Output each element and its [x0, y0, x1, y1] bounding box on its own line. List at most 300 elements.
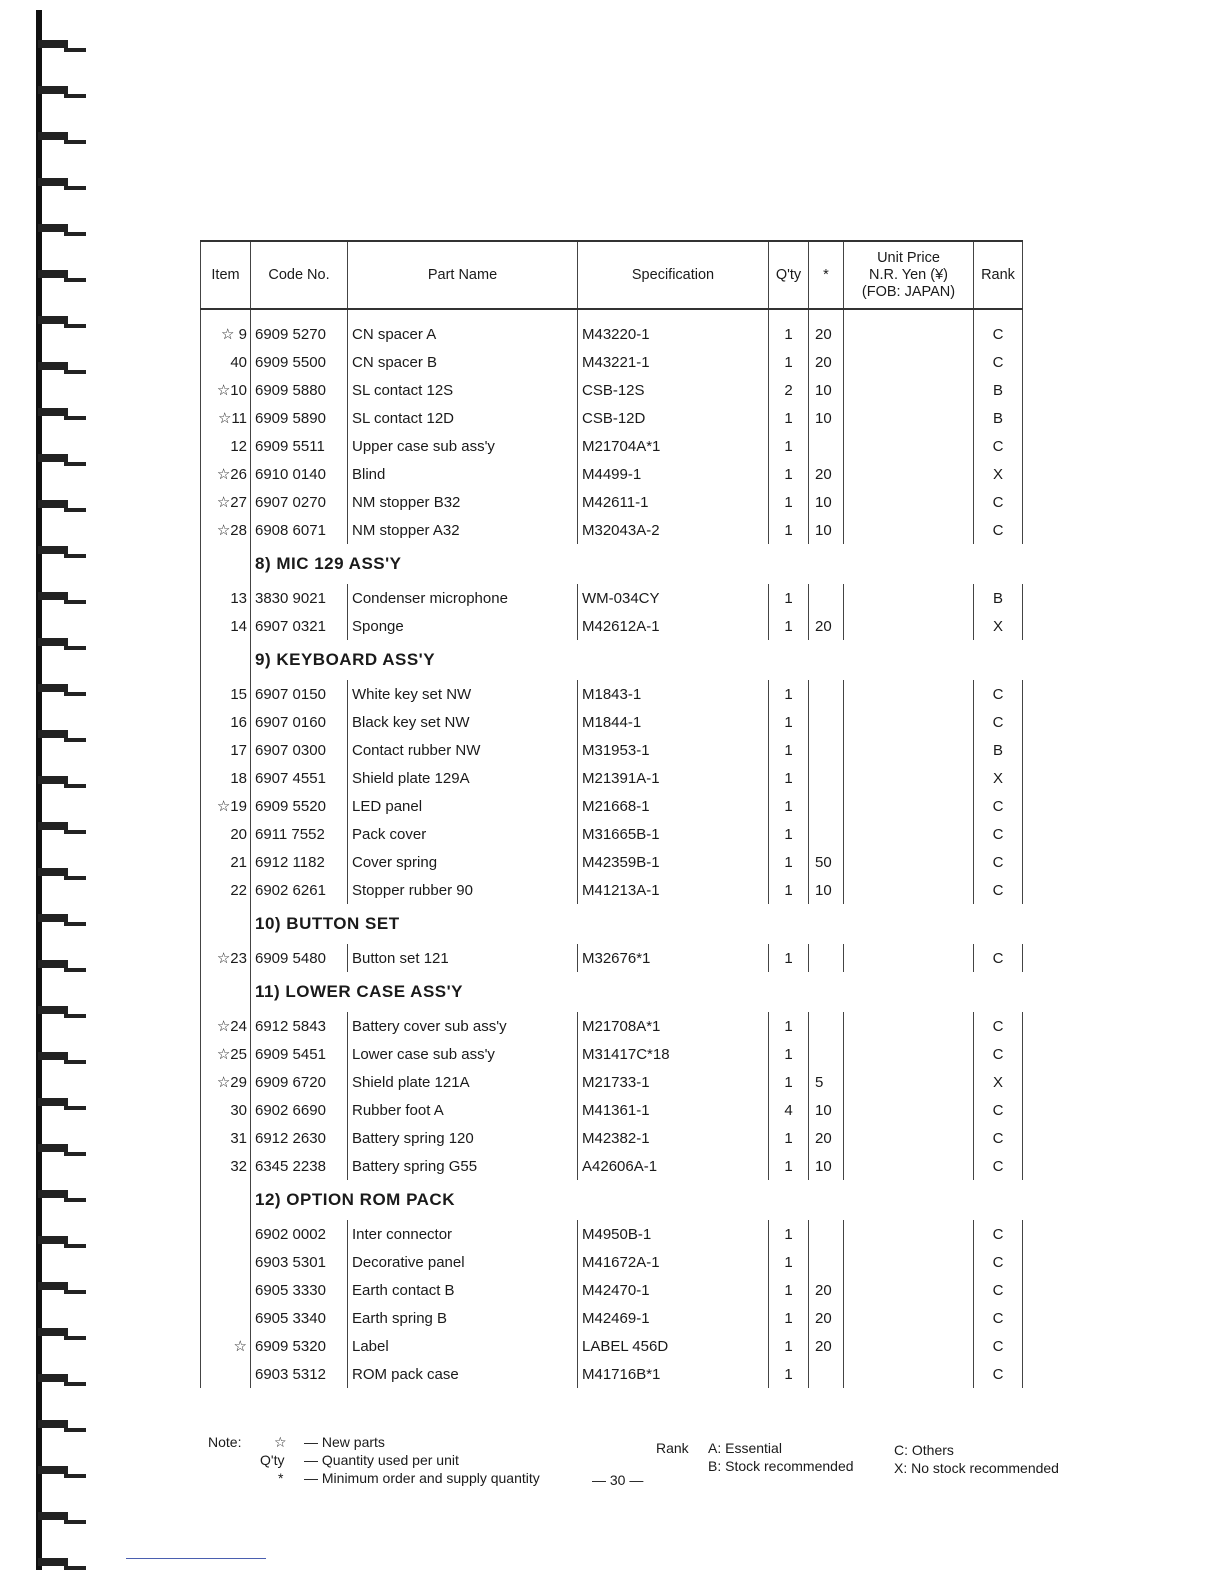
- part-name: Shield plate 121A: [348, 1068, 578, 1096]
- part-name: Earth spring B: [348, 1304, 578, 1332]
- part-spec: M31953-1: [578, 736, 769, 764]
- part-unit-price: [844, 612, 974, 640]
- table-row: [201, 736, 1023, 764]
- part-code: 6912 5843: [251, 1012, 348, 1040]
- part-qty: 1: [769, 1068, 809, 1096]
- table-row: [201, 376, 1023, 404]
- table-row: [201, 584, 1023, 612]
- table-row: [201, 764, 1023, 792]
- part-name: Battery spring 120: [348, 1124, 578, 1152]
- part-code: 6909 5270: [251, 320, 348, 348]
- part-min-order: 10: [809, 516, 844, 544]
- table-body: [201, 309, 1023, 1388]
- part-min-order: 20: [809, 460, 844, 488]
- table-row: [201, 348, 1023, 376]
- part-min-order: [809, 1040, 844, 1068]
- table-row: [201, 1012, 1023, 1040]
- part-code: 6907 4551: [251, 764, 348, 792]
- part-item: 12: [201, 432, 251, 460]
- part-name: Label: [348, 1332, 578, 1360]
- part-min-order: 10: [809, 488, 844, 516]
- part-spec: M43220-1: [578, 320, 769, 348]
- part-spec: M21704A*1: [578, 432, 769, 460]
- part-item: 22: [201, 876, 251, 904]
- part-name: SL contact 12D: [348, 404, 578, 432]
- part-name: Blind: [348, 460, 578, 488]
- part-unit-price: [844, 320, 974, 348]
- part-min-order: 20: [809, 1276, 844, 1304]
- part-name: Battery cover sub ass'y: [348, 1012, 578, 1040]
- new-parts-star-icon: ☆: [274, 1434, 287, 1450]
- part-rank: C: [974, 820, 1023, 848]
- part-code: 6902 6690: [251, 1096, 348, 1124]
- part-qty: 1: [769, 432, 809, 460]
- part-spec: M41213A-1: [578, 876, 769, 904]
- part-min-order: [809, 736, 844, 764]
- page-number: — 30 —: [592, 1472, 644, 1488]
- part-qty: 1: [769, 792, 809, 820]
- part-min-order: 20: [809, 348, 844, 376]
- header-price-line2: N.R. Yen (¥): [869, 266, 948, 283]
- part-qty: 1: [769, 460, 809, 488]
- part-unit-price: [844, 516, 974, 544]
- part-unit-price: [844, 432, 974, 460]
- part-spec: M42612A-1: [578, 612, 769, 640]
- part-item: ☆11: [201, 404, 251, 432]
- part-unit-price: [844, 1124, 974, 1152]
- part-item: 40: [201, 348, 251, 376]
- part-item: ☆24: [201, 1012, 251, 1040]
- part-unit-price: [844, 460, 974, 488]
- part-rank: B: [974, 404, 1023, 432]
- part-code: 6905 3340: [251, 1304, 348, 1332]
- part-name: NM stopper A32: [348, 516, 578, 544]
- part-item: 32: [201, 1152, 251, 1180]
- part-spec: M42469-1: [578, 1304, 769, 1332]
- spacer-row: [201, 309, 1023, 320]
- table-row: [201, 320, 1023, 348]
- part-min-order: 20: [809, 612, 844, 640]
- table-row: [201, 876, 1023, 904]
- part-item: 31: [201, 1124, 251, 1152]
- part-qty: 1: [769, 1248, 809, 1276]
- table-row: [201, 1332, 1023, 1360]
- part-item: ☆25: [201, 1040, 251, 1068]
- table-row: [201, 1152, 1023, 1180]
- part-name: Contact rubber NW: [348, 736, 578, 764]
- table-row: [201, 1360, 1023, 1388]
- part-code: 6903 5312: [251, 1360, 348, 1388]
- part-rank: C: [974, 348, 1023, 376]
- spiral-binding-icon: [30, 10, 90, 1570]
- note-new-parts: — New parts: [304, 1434, 385, 1450]
- part-qty: 1: [769, 708, 809, 736]
- part-qty: 1: [769, 1040, 809, 1068]
- part-code: 6910 0140: [251, 460, 348, 488]
- part-unit-price: [844, 1012, 974, 1040]
- part-item: ☆26: [201, 460, 251, 488]
- part-code: 6907 0160: [251, 708, 348, 736]
- section-item-cell: [201, 972, 251, 1012]
- part-code: 6903 5301: [251, 1248, 348, 1276]
- part-rank: B: [974, 584, 1023, 612]
- part-rank: X: [974, 612, 1023, 640]
- table-row: [201, 680, 1023, 708]
- part-qty: 1: [769, 1276, 809, 1304]
- part-spec: M41361-1: [578, 1096, 769, 1124]
- part-rank: C: [974, 432, 1023, 460]
- header-unit-price: [844, 241, 974, 309]
- part-item: 20: [201, 820, 251, 848]
- header-price-line3: (FOB: JAPAN): [861, 283, 956, 300]
- part-rank: C: [974, 516, 1023, 544]
- table-row: [201, 1304, 1023, 1332]
- part-spec: CSB-12S: [578, 376, 769, 404]
- part-spec: WM-034CY: [578, 584, 769, 612]
- section-blank: [769, 544, 1023, 584]
- part-name: Condenser microphone: [348, 584, 578, 612]
- part-spec: M32043A-2: [578, 516, 769, 544]
- part-rank: C: [974, 1304, 1023, 1332]
- part-item: 30: [201, 1096, 251, 1124]
- part-code: 6909 5480: [251, 944, 348, 972]
- part-code: 6912 1182: [251, 848, 348, 876]
- section-row: [201, 972, 1023, 1012]
- table-row: [201, 1068, 1023, 1096]
- part-item: 15: [201, 680, 251, 708]
- part-qty: 1: [769, 1220, 809, 1248]
- part-min-order: 10: [809, 376, 844, 404]
- part-code: 6907 0321: [251, 612, 348, 640]
- table-row: [201, 820, 1023, 848]
- part-qty: 1: [769, 1304, 809, 1332]
- part-unit-price: [844, 876, 974, 904]
- part-qty: 1: [769, 1360, 809, 1388]
- part-name: Battery spring G55: [348, 1152, 578, 1180]
- part-code: 6908 6071: [251, 516, 348, 544]
- table-row: [201, 1248, 1023, 1276]
- part-spec: M1844-1: [578, 708, 769, 736]
- part-min-order: 20: [809, 320, 844, 348]
- part-unit-price: [844, 680, 974, 708]
- part-rank: C: [974, 708, 1023, 736]
- part-code: 3830 9021: [251, 584, 348, 612]
- part-name: White key set NW: [348, 680, 578, 708]
- part-rank: B: [974, 736, 1023, 764]
- table-row: [201, 792, 1023, 820]
- part-min-order: [809, 1012, 844, 1040]
- part-qty: 1: [769, 764, 809, 792]
- part-spec: CSB-12D: [578, 404, 769, 432]
- rank-x: X: No stock recommended: [894, 1460, 1059, 1476]
- part-qty: 2: [769, 376, 809, 404]
- part-code: 6907 0150: [251, 680, 348, 708]
- part-spec: M21708A*1: [578, 1012, 769, 1040]
- table-row: [201, 944, 1023, 972]
- part-spec: M21733-1: [578, 1068, 769, 1096]
- part-spec: M4499-1: [578, 460, 769, 488]
- part-min-order: 10: [809, 1096, 844, 1124]
- part-unit-price: [844, 1304, 974, 1332]
- part-spec: M41672A-1: [578, 1248, 769, 1276]
- table-row: [201, 1040, 1023, 1068]
- part-qty: 1: [769, 488, 809, 516]
- part-item: [201, 1220, 251, 1248]
- section-title: 8) MIC 129 ASS'Y: [251, 544, 769, 584]
- part-unit-price: [844, 1248, 974, 1276]
- part-code: 6912 2630: [251, 1124, 348, 1152]
- table-row: [201, 708, 1023, 736]
- part-rank: C: [974, 1124, 1023, 1152]
- part-qty: 1: [769, 680, 809, 708]
- part-min-order: 20: [809, 1332, 844, 1360]
- part-spec: M42470-1: [578, 1276, 769, 1304]
- part-code: 6909 6720: [251, 1068, 348, 1096]
- part-qty: 1: [769, 820, 809, 848]
- part-rank: C: [974, 848, 1023, 876]
- part-item: ☆28: [201, 516, 251, 544]
- section-title: 10) BUTTON SET: [251, 904, 769, 944]
- section-title: 11) LOWER CASE ASS'Y: [251, 972, 769, 1012]
- part-item: [201, 1248, 251, 1276]
- part-item: 16: [201, 708, 251, 736]
- part-spec: A42606A-1: [578, 1152, 769, 1180]
- part-name: Inter connector: [348, 1220, 578, 1248]
- part-name: LED panel: [348, 792, 578, 820]
- part-qty: 1: [769, 876, 809, 904]
- part-spec: M31417C*18: [578, 1040, 769, 1068]
- part-min-order: 10: [809, 404, 844, 432]
- part-spec: M42611-1: [578, 488, 769, 516]
- part-spec: M21391A-1: [578, 764, 769, 792]
- part-min-order: 50: [809, 848, 844, 876]
- part-code: 6909 5880: [251, 376, 348, 404]
- part-min-order: 20: [809, 1124, 844, 1152]
- part-item: ☆ 9: [201, 320, 251, 348]
- part-qty: 1: [769, 1152, 809, 1180]
- part-unit-price: [844, 1332, 974, 1360]
- part-rank: C: [974, 944, 1023, 972]
- header-specification: Specification: [578, 241, 769, 309]
- header-min-order: *: [809, 241, 844, 309]
- part-item: [201, 1304, 251, 1332]
- part-rank: C: [974, 1332, 1023, 1360]
- rank-a: A: Essential: [708, 1440, 782, 1456]
- part-spec: LABEL 456D: [578, 1332, 769, 1360]
- table-row: [201, 1096, 1023, 1124]
- part-rank: X: [974, 764, 1023, 792]
- section-title: 9) KEYBOARD ASS'Y: [251, 640, 769, 680]
- part-spec: M1843-1: [578, 680, 769, 708]
- footer-notes: [208, 1434, 1108, 1494]
- part-name: Rubber foot A: [348, 1096, 578, 1124]
- part-item: 18: [201, 764, 251, 792]
- table-header-row: [201, 241, 1023, 309]
- part-name: Button set 121: [348, 944, 578, 972]
- part-unit-price: [844, 376, 974, 404]
- part-name: Cover spring: [348, 848, 578, 876]
- rank-b: B: Stock recommended: [708, 1458, 854, 1474]
- part-unit-price: [844, 1040, 974, 1068]
- part-item: [201, 1276, 251, 1304]
- part-unit-price: [844, 1096, 974, 1124]
- part-rank: C: [974, 1220, 1023, 1248]
- part-min-order: [809, 432, 844, 460]
- part-spec: M32676*1: [578, 944, 769, 972]
- part-rank: B: [974, 376, 1023, 404]
- parts-list-sheet: [200, 240, 1022, 1388]
- part-code: 6907 0300: [251, 736, 348, 764]
- part-name: CN spacer A: [348, 320, 578, 348]
- part-qty: 1: [769, 944, 809, 972]
- part-unit-price: [844, 404, 974, 432]
- part-qty: 4: [769, 1096, 809, 1124]
- part-name: NM stopper B32: [348, 488, 578, 516]
- part-spec: M31665B-1: [578, 820, 769, 848]
- part-unit-price: [844, 488, 974, 516]
- part-rank: C: [974, 1360, 1023, 1388]
- part-rank: C: [974, 1096, 1023, 1124]
- part-unit-price: [844, 820, 974, 848]
- part-name: SL contact 12S: [348, 376, 578, 404]
- part-unit-price: [844, 1068, 974, 1096]
- section-title: 12) OPTION ROM PACK: [251, 1180, 769, 1220]
- part-min-order: [809, 680, 844, 708]
- part-item: ☆29: [201, 1068, 251, 1096]
- part-code: 6911 7552: [251, 820, 348, 848]
- part-unit-price: [844, 1360, 974, 1388]
- part-rank: C: [974, 792, 1023, 820]
- part-code: 6909 5500: [251, 348, 348, 376]
- table-row: [201, 1124, 1023, 1152]
- table-row: [201, 848, 1023, 876]
- part-name: Stopper rubber 90: [348, 876, 578, 904]
- part-rank: C: [974, 1152, 1023, 1180]
- part-item: 13: [201, 584, 251, 612]
- note-min-text: — Minimum order and supply quantity: [304, 1470, 540, 1486]
- part-unit-price: [844, 1276, 974, 1304]
- part-min-order: [809, 792, 844, 820]
- part-min-order: [809, 1248, 844, 1276]
- part-rank: C: [974, 1012, 1023, 1040]
- part-min-order: [809, 764, 844, 792]
- part-min-order: [809, 708, 844, 736]
- part-qty: 1: [769, 348, 809, 376]
- part-rank: C: [974, 1248, 1023, 1276]
- table-row: [201, 460, 1023, 488]
- part-spec: M21668-1: [578, 792, 769, 820]
- part-code: 6909 5890: [251, 404, 348, 432]
- part-code: 6902 6261: [251, 876, 348, 904]
- part-min-order: 20: [809, 1304, 844, 1332]
- part-name: Black key set NW: [348, 708, 578, 736]
- part-rank: C: [974, 1040, 1023, 1068]
- part-unit-price: [844, 1152, 974, 1180]
- part-rank: C: [974, 320, 1023, 348]
- part-spec: M41716B*1: [578, 1360, 769, 1388]
- header-item: Item: [201, 241, 251, 309]
- part-min-order: 10: [809, 876, 844, 904]
- table-row: [201, 516, 1023, 544]
- part-qty: 1: [769, 612, 809, 640]
- table-row: [201, 488, 1023, 516]
- table-row: [201, 1276, 1023, 1304]
- part-item: 17: [201, 736, 251, 764]
- part-name: Earth contact B: [348, 1276, 578, 1304]
- part-unit-price: [844, 944, 974, 972]
- note-min-symbol: *: [278, 1470, 284, 1486]
- part-qty: 1: [769, 320, 809, 348]
- part-qty: 1: [769, 1332, 809, 1360]
- rank-label: Rank: [656, 1440, 689, 1456]
- part-code: 6909 5320: [251, 1332, 348, 1360]
- part-qty: 1: [769, 584, 809, 612]
- section-item-cell: [201, 640, 251, 680]
- part-unit-price: [844, 736, 974, 764]
- part-min-order: [809, 820, 844, 848]
- part-unit-price: [844, 764, 974, 792]
- parts-table: [200, 240, 1023, 1388]
- note-qty-text: — Quantity used per unit: [304, 1452, 459, 1468]
- part-name: Pack cover: [348, 820, 578, 848]
- part-name: Upper case sub ass'y: [348, 432, 578, 460]
- part-min-order: 5: [809, 1068, 844, 1096]
- header-qty: Q'ty: [769, 241, 809, 309]
- section-row: [201, 544, 1023, 584]
- part-rank: C: [974, 1276, 1023, 1304]
- section-blank: [769, 1180, 1023, 1220]
- section-item-cell: [201, 1180, 251, 1220]
- section-item-cell: [201, 904, 251, 944]
- part-qty: 1: [769, 404, 809, 432]
- part-min-order: 10: [809, 1152, 844, 1180]
- part-item: ☆19: [201, 792, 251, 820]
- part-name: Sponge: [348, 612, 578, 640]
- part-spec: M42359B-1: [578, 848, 769, 876]
- section-item-cell: [201, 544, 251, 584]
- table-row: [201, 1220, 1023, 1248]
- part-min-order: [809, 1360, 844, 1388]
- part-rank: C: [974, 876, 1023, 904]
- part-item: ☆: [201, 1332, 251, 1360]
- part-unit-price: [844, 584, 974, 612]
- section-row: [201, 640, 1023, 680]
- part-min-order: [809, 1220, 844, 1248]
- part-unit-price: [844, 708, 974, 736]
- part-unit-price: [844, 792, 974, 820]
- part-qty: 1: [769, 516, 809, 544]
- note-qty-symbol: Q'ty: [260, 1452, 285, 1468]
- section-row: [201, 904, 1023, 944]
- header-part-name: Part Name: [348, 241, 578, 309]
- table-row: [201, 432, 1023, 460]
- part-min-order: [809, 584, 844, 612]
- part-name: CN spacer B: [348, 348, 578, 376]
- part-rank: C: [974, 488, 1023, 516]
- header-price-line1: Unit Price: [877, 249, 940, 266]
- part-name: Lower case sub ass'y: [348, 1040, 578, 1068]
- part-code: 6902 0002: [251, 1220, 348, 1248]
- part-name: Decorative panel: [348, 1248, 578, 1276]
- part-item: 14: [201, 612, 251, 640]
- part-qty: 1: [769, 1012, 809, 1040]
- section-blank: [769, 640, 1023, 680]
- part-item: [201, 1360, 251, 1388]
- part-rank: X: [974, 1068, 1023, 1096]
- part-spec: M43221-1: [578, 348, 769, 376]
- part-item: 21: [201, 848, 251, 876]
- section-blank: [769, 972, 1023, 1012]
